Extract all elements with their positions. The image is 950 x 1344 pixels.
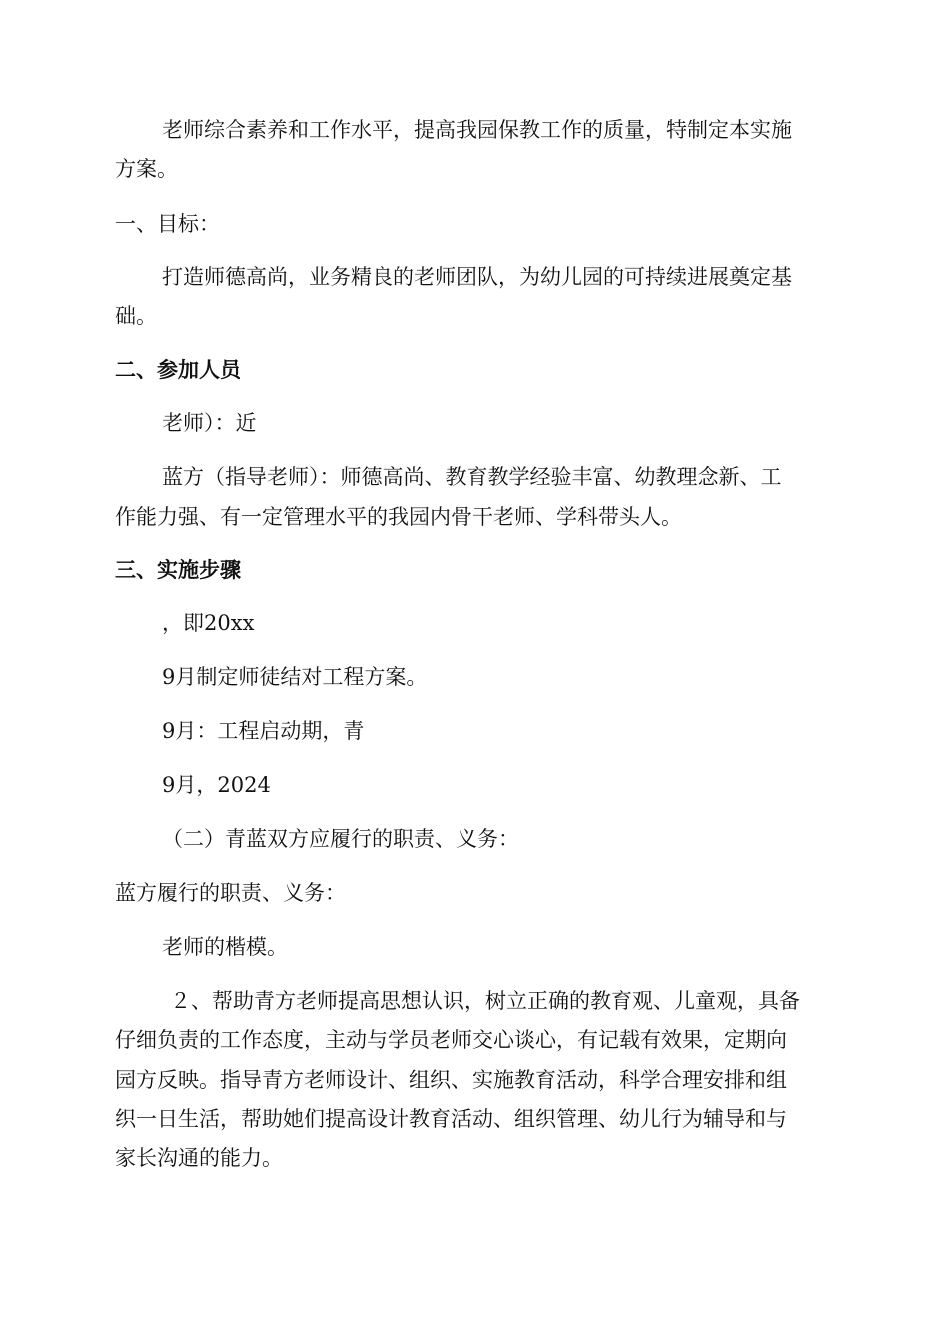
body-text-line: 园方反映。指导青方老师设计、组织、实施教育活动，科学合理安排和组 xyxy=(115,1068,787,1092)
body-text-line: 蓝方履行的职责、义务： xyxy=(115,881,346,905)
body-text-line: 蓝方（指导老师）：师德高尚、教育教学经验丰富、幼教理念新、工 xyxy=(162,465,782,489)
body-text-line: 打造师德高尚，业务精良的老师团队，为幼儿园的可持续进展奠定基 xyxy=(162,265,792,289)
section-heading-participants: 二、参加人员 xyxy=(115,357,241,382)
body-text-line: 老师的楷模。 xyxy=(162,935,288,959)
body-text-line: 9月，2024 xyxy=(162,773,271,797)
body-text-line: ２、帮助青方老师提高思想认识，树立正确的教育观、儿童观，具备 xyxy=(170,989,800,1013)
section-heading-goal: 一、目标： xyxy=(115,212,220,236)
subsection-heading-duties: （二）青蓝双方应履行的职责、义务： xyxy=(162,827,519,851)
body-text-line: 作能力强、有一定管理水平的我园内骨干老师、学科带头人。 xyxy=(115,505,682,529)
body-text-line: 仔细负责的工作态度，主动与学员老师交心谈心，有记载有效果，定期向 xyxy=(115,1028,787,1052)
body-text-line: 老师综合素养和工作水平，提高我园保教工作的质量，特制定本实施 xyxy=(162,118,792,142)
body-text-line: ，即20xx xyxy=(162,611,255,635)
body-text-line: 9月：工程启动期，青 xyxy=(162,719,365,743)
body-text-line: 础。 xyxy=(115,304,157,328)
body-text-line: 方案。 xyxy=(115,157,178,181)
body-text-line: 织一日生活，帮助她们提高设计教育活动、组织管理、幼儿行为辅导和与 xyxy=(115,1107,787,1131)
body-text-line: 9月制定师徒结对工程方案。 xyxy=(162,665,428,689)
body-text-line: 老师）：近 xyxy=(162,411,257,435)
section-heading-steps: 三、实施步骤 xyxy=(115,557,241,582)
body-text-line: 家长沟通的能力。 xyxy=(115,1146,283,1170)
